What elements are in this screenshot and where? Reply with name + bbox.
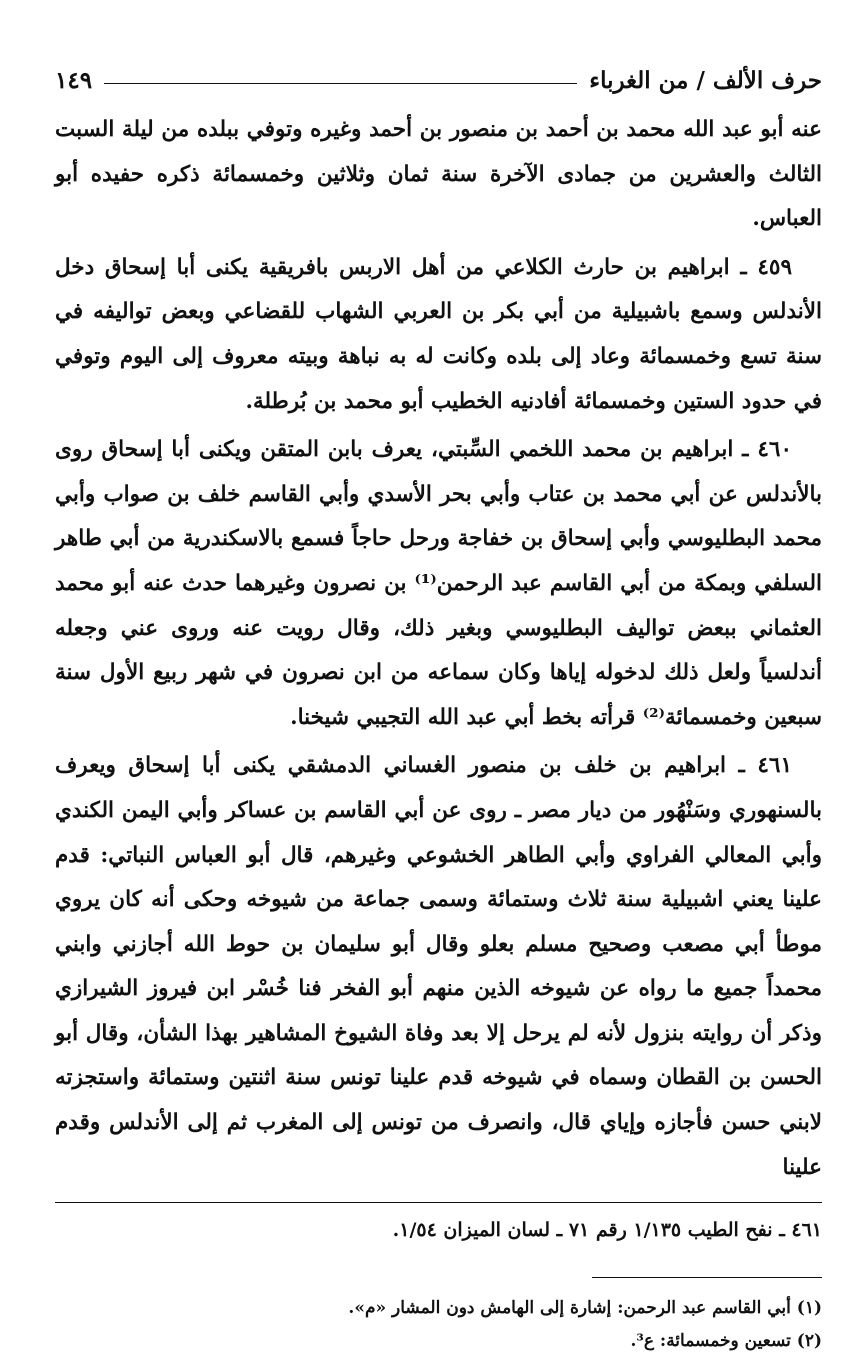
sources-note: ٤٦١ ـ نفح الطيب ١/١٣٥ رقم ٧١ ـ لسان الميزان ١/٥٤. bbox=[392, 1219, 822, 1242]
entry-461: ٤٦١ ـ ابراهيم بن خلف بن منصور الغساني الدمشقي يكنى أبا إسحاق ويعرف بالسنهوري وسَنْهُور من ديار مصر ـ روى عن أبي القاسم بن عساكر وأبي اليمن الكندي وأبي المعالي الفراوي وأبي الطاهر الخشوعي وغيرهم، قال أبو العباس النباتي: قدم علينا يعني اشبيلية سنة ثلاث وستمائة وسمى جماعة من شيوخه وحكى أنه كان يروي موطأ أبي مصعب وصحيح مسلم بعلو وقال أبو سليمان بن حوط الله أجازني وابني محمداً جميع ما رواه عن شيوخه الذين منهم أبو الفخر فنا خُسْر ابن فيروز الشيرازي وذكر أن روايته بنزول لأنه لم يرحل إلا بعد وفاة الشيوخ المشاهير بهذا الشأن، وقال أبو الحسن بن القطان وسماه في شيوخه قدم علينا تونس سنة اثنتين وستمائة واستجزته لابني حسن فأجازه وإياي قال، وانصرف من تونس إلى المغرب ثم إلى الأندلس وقدم علينا bbox=[55, 753, 822, 1180]
header-title: حرف الألف / من الغرباء bbox=[589, 66, 822, 94]
header-rule bbox=[104, 83, 577, 84]
book-page bbox=[55, 58, 822, 1352]
running-header bbox=[55, 58, 822, 102]
page-number: ١٤٩ bbox=[55, 66, 93, 94]
sources-divider bbox=[55, 1202, 822, 1203]
footnote-2: (٢) تسعين وخمسمائة: ع³. bbox=[630, 1331, 822, 1352]
footnote-1: (١) أبي القاسم عبد الرحمن: إشارة إلى الهامش دون المشار «م». bbox=[348, 1298, 822, 1319]
paragraph-continuation: عنه أبو عبد الله محمد بن أحمد بن منصور بن أحمد وغيره وتوفي ببلده من ليلة السبت الثالث والعشرين من جمادى الآخرة سنة ثمان وثلاثين وخمسمائة ذكره حفيده أبو العباس. bbox=[55, 117, 822, 232]
body-text bbox=[55, 108, 822, 1190]
entry-459: ٤٥٩ ـ ابراهيم بن حارث الكلاعي من أهل الاربس بافريقية يكنى أبا إسحاق دخل الأندلس وسمع باشبيلية من أبي بكر بن العربي الشهاب للقضاعي وبعض تواليفه في سنة تسع وخمسمائة وعاد إلى بلده وكانت له به نباهة وبيته معروف إلى اليوم وتوفي في حدود الستين وخمسمائة أفادنيه الخطيب أبو محمد بن بُرطلة. bbox=[55, 254, 822, 414]
entry-460: ٤٦٠ ـ ابراهيم بن محمد اللخمي السِّبتي، يعرف بابن المتقن ويكنى أبا إسحاق روى بالأندلس عن أبي محمد بن عتاب وأبي بحر الأسدي وأبي القاسم خلف بن صواب وأبي محمد البطليوسي وأبي إسحاق بن خفاجة ورحل حاجاً فسمع بالاسكندرية من أبي طاهر السلفي وبمكة من أبي القاسم عبد الرحمن⁽¹⁾ بن نصرون وغيرهما حدث عنه أبو محمد العثماني ببعض تواليف البطليوسي وبغير ذلك، وقال رويت عنه وروى عني وجعله أندلسياً ولعل ذلك لدخوله إياها وكان سماعه من ابن نصرون في شهر ربيع الأول سنة سبعين وخمسمائة⁽²⁾ قرأته بخط أبي عبد الله التجيبي شيخنا. bbox=[55, 437, 822, 730]
footnote-divider bbox=[592, 1277, 822, 1278]
